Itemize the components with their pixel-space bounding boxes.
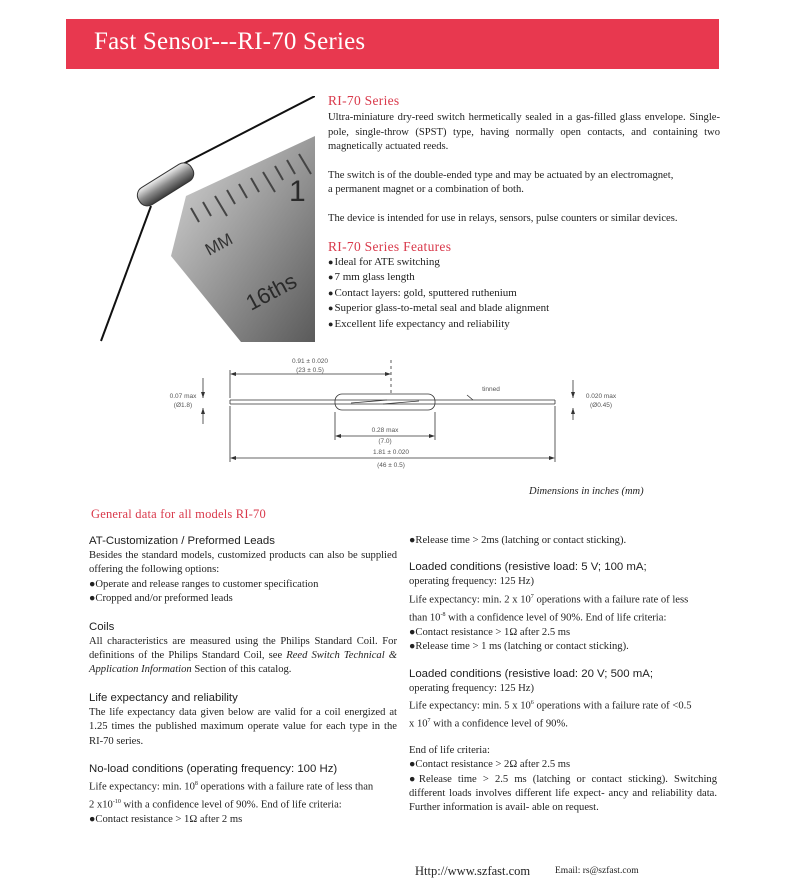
website-link[interactable]: Http://www.szfast.com xyxy=(415,864,531,878)
loaded-5v-bullet: ●Contact resistance > 1Ω after 2.5 ms xyxy=(409,626,571,638)
ruler xyxy=(171,136,315,342)
loaded-20v-end-criteria: End of life criteria: xyxy=(409,744,490,756)
release-bullet: ●Release time > 2ms (latching or contact sticking). xyxy=(409,535,627,546)
glass-dimension-mm-label: (7.0) xyxy=(378,438,392,445)
product-photo xyxy=(91,96,315,342)
loaded-5v-line-2: than $10^{-8}$ with a confidence level of 90%. End of life criteria: xyxy=(409,611,667,624)
loaded-20v-line-2: x $10^7$ with a confidence level of 90%. xyxy=(409,717,568,730)
loaded-20v-heading: Loaded conditions (resistive load: 20 V; 500 mA; xyxy=(409,667,653,680)
right-diameter-label: 0.020 max xyxy=(585,393,617,400)
general-data-heading: General data for all models RI-70 xyxy=(91,507,266,521)
left-diameter-mm-label: (Ø1.8) xyxy=(173,402,193,409)
intro-usage: The device is intended for use in relays, sensors, pulse counters or similar devices. xyxy=(328,212,678,224)
noload-bullet: ●Contact resistance > 1Ω after 2 ms xyxy=(89,813,243,825)
tinned-label: tinned xyxy=(482,386,500,393)
intro-description: Ultra-miniature dry-reed switch hermetically sealed in a gas-filled glass envelope. Single-pole, single-throw (SPST) type, having normally open contacts, and containing two magnetically actuated reeds. xyxy=(328,112,720,153)
features-heading: RI-70 Series Features xyxy=(328,238,452,254)
total-dimension-label: 1.81 ± 0.020 xyxy=(372,449,410,456)
ruler-number-label: 1 xyxy=(289,175,306,208)
customization-bullet: ●Cropped and/or preformed leads xyxy=(89,593,233,605)
customization-heading: AT-Customization / Preformed Leads xyxy=(89,535,275,547)
features-list xyxy=(328,255,720,333)
customization-bullet: ●Operate and release ranges to customer specification xyxy=(89,578,319,590)
intro-actuation-line-1: The switch is of the double-ended type and may be actuated by an electromagnet, xyxy=(328,169,674,181)
feature-item: ●Superior glass-to-metal seal and blade alignment xyxy=(328,302,550,315)
feature-item: ●Ideal for ATE switching xyxy=(328,255,440,268)
reed-switch-reference: Reed Switch Technical & Application Information xyxy=(89,650,397,676)
intro-actuation-line-2: a permanent magnet or a combination of both. xyxy=(328,184,524,196)
total-dimension-mm-label: (46 ± 0.5) xyxy=(377,462,405,469)
ruler-sixteenths-label: 16ths xyxy=(241,268,301,316)
life-text: The life expectancy data given below are valid for a coil energized at 1.25 times the published maximum operate value for each type in the RI-70 series. xyxy=(89,706,397,747)
title-banner xyxy=(66,19,719,69)
right-column xyxy=(409,534,717,816)
loaded-20v-bullet: ●Contact resistance > 2Ω after 2.5 ms xyxy=(409,759,571,771)
loaded-5v-bullet: ●Release time > 1 ms (latching or contact sticking). xyxy=(409,641,629,653)
diagram-caption: Dimensions in inches (mm) xyxy=(529,486,644,497)
feature-item: ●Excellent life expectancy and reliability xyxy=(328,317,510,330)
customization-text: Besides the standard models, customized products can also be supplied offering the following options: xyxy=(89,550,397,576)
feature-item: ●Contact layers: gold, sputtered ruthenium xyxy=(328,286,517,299)
noload-line-1: Life expectancy: min. $10^8$ operations with a failure rate of less than xyxy=(89,781,374,793)
contact-email[interactable]: Email: rs@szfast.com xyxy=(555,866,639,876)
coils-text: All characteristics are measured using the Philips Standard Coil. For definitions of the Philips Standard Coil, see Reed Switch Technical & Application Information Section of this catalog. xyxy=(89,635,397,676)
noload-heading: No-load conditions (operating frequency: 100 Hz) xyxy=(89,763,338,776)
loaded-20v-frequency: operating frequency: 125 Hz) xyxy=(409,682,535,694)
intro-section xyxy=(328,93,720,332)
left-diameter-label: 0.07 max xyxy=(169,393,197,400)
noload-line-2: 2 $x10^{-10}$ with a confidence level of 90%. End of life criteria: xyxy=(89,799,342,811)
glass-dimension-label: 0.28 max xyxy=(371,427,399,434)
coils-heading: Coils xyxy=(89,620,115,633)
life-heading: Life expectancy and reliability xyxy=(89,691,238,704)
series-heading: RI-70 Series xyxy=(328,93,400,108)
loaded-5v-frequency: operating frequency: 125 Hz) xyxy=(409,576,535,588)
loaded-20v-bullet: ●Release time > 2.5 ms (latching or contact sticking). Switching different loads involves different life expect- ancy and reliability data. Further information is avail- able on request. xyxy=(409,773,717,814)
top-dimension-mm-label: (23 ± 0.5) xyxy=(296,367,324,374)
loaded-5v-heading: Loaded conditions (resistive load: 5 V; 100 mA; xyxy=(409,561,647,574)
top-dimension-label: 0.91 ± 0.020 xyxy=(291,358,329,365)
right-diameter-mm-label: (Ø0.45) xyxy=(589,402,613,409)
loaded-5v-line-1: Life expectancy: min. 2 x $10^7$ operations with a failure rate of less xyxy=(409,593,689,606)
dimension-diagram xyxy=(155,350,635,480)
feature-item: ●7 mm glass length xyxy=(328,271,415,284)
loaded-20v-line-1: Life expectancy: min. 5 x $10^6$ operations with a failure rate of <0.5 xyxy=(409,699,692,712)
page-title: Fast Sensor---RI-70 Series xyxy=(94,28,366,55)
ruler-mm-label: MM xyxy=(201,229,236,260)
left-column xyxy=(89,534,397,827)
